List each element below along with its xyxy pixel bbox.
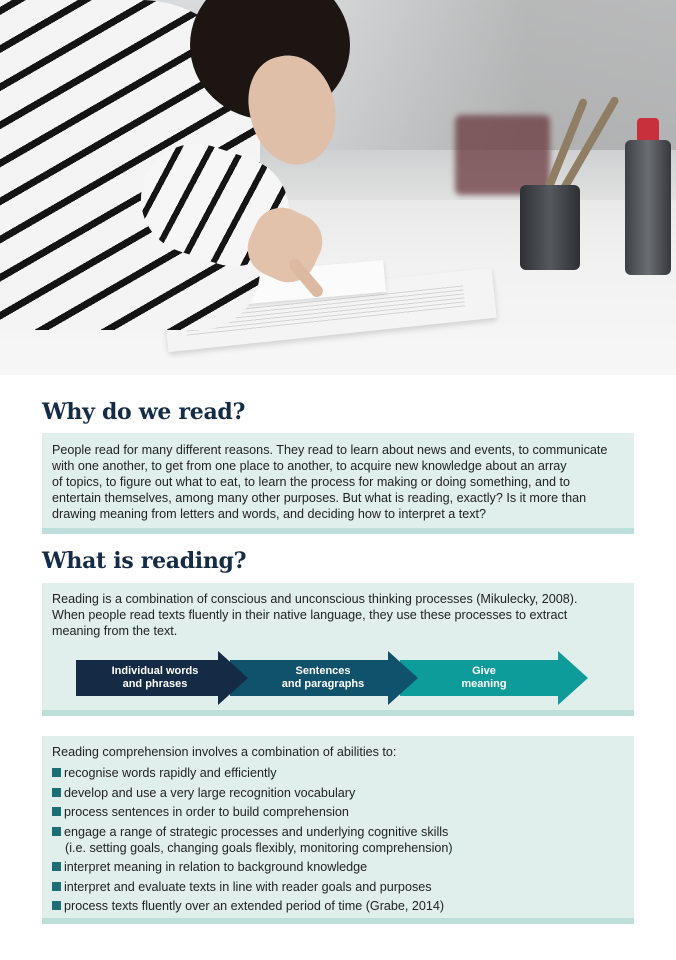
list-item-text: develop and use a very large recognition vocabulary [64, 785, 356, 800]
why-paragraph [52, 442, 624, 522]
why-line: with one another, to get from one place to another, to acquire new knowledge about an array [52, 459, 567, 473]
step-label-meaning [406, 651, 562, 705]
step-line: Individual words [111, 665, 199, 677]
list-item-text: interpret meaning in relation to background knowledge [64, 860, 368, 874]
bullet-square-icon [52, 827, 61, 836]
list-item [52, 824, 624, 856]
comprehension-box [42, 736, 634, 924]
step-line: Sentences [295, 665, 351, 677]
why-line: People read for many different reasons. They read to learn about news and events, to communicate [52, 443, 608, 457]
list-item [52, 879, 624, 895]
bullet-square-icon [52, 901, 61, 910]
bullet-square-icon [52, 882, 61, 891]
step-line: Give [472, 665, 496, 677]
list-item-text: recognise words rapidly and efficiently [64, 766, 277, 780]
list-item [52, 804, 624, 820]
list-item [52, 859, 624, 875]
step-label-sentences [240, 651, 406, 705]
list-item-text: process sentences in order to build comprehension [64, 805, 349, 819]
step-line: and paragraphs [281, 678, 365, 690]
what-line: When people read texts fluently in their native language, they use these processes to extract [52, 608, 568, 622]
background-chair [455, 115, 550, 195]
what-line: meaning from the text. [52, 624, 178, 638]
bullet-square-icon [52, 768, 61, 777]
step-line: and phrases [122, 678, 188, 690]
bullet-square-icon [52, 862, 61, 871]
why-line: drawing meaning from letters and words, and deciding how to interpret a text? [52, 507, 487, 521]
list-item [52, 898, 624, 914]
what-paragraph [52, 591, 624, 639]
why-text-box [42, 433, 634, 534]
reading-process-diagram [76, 651, 588, 705]
pen-holder [520, 185, 580, 270]
list-item [52, 765, 624, 781]
list-item [52, 785, 624, 801]
comprehension-list [52, 765, 624, 914]
heading-what-is-reading: What is reading? [42, 548, 247, 574]
what-line: Reading is a combination of conscious and unconscious thinking processes (Mikulecky, 2008). [52, 592, 578, 606]
list-item-text: engage a range of strategic processes and underlying cognitive skills [64, 824, 449, 839]
bullet-square-icon [52, 807, 61, 816]
hero-photo [0, 0, 676, 375]
bullet-square-icon [52, 788, 61, 797]
why-line: of topics, to figure out what to eat, to learn the process for making or doing something, and to [52, 475, 571, 489]
list-item-text: process texts fluently over an extended period of time (Grabe, 2014) [64, 899, 445, 913]
list-item-subtext: (i.e. setting goals, changing goals flexibly, monitoring comprehension) [65, 840, 453, 855]
heading-why-do-we-read: Why do we read? [42, 399, 246, 425]
ink-bottle [625, 140, 671, 275]
why-line: entertain themselves, among many other purposes. But what is reading, exactly? Is it more than [52, 491, 587, 505]
comprehension-intro: Reading comprehension involves a combination of abilities to: [52, 745, 397, 759]
step-line: meaning [461, 678, 507, 690]
step-label-words [76, 651, 234, 705]
list-item-text: interpret and evaluate texts in line with reader goals and purposes [64, 879, 432, 894]
